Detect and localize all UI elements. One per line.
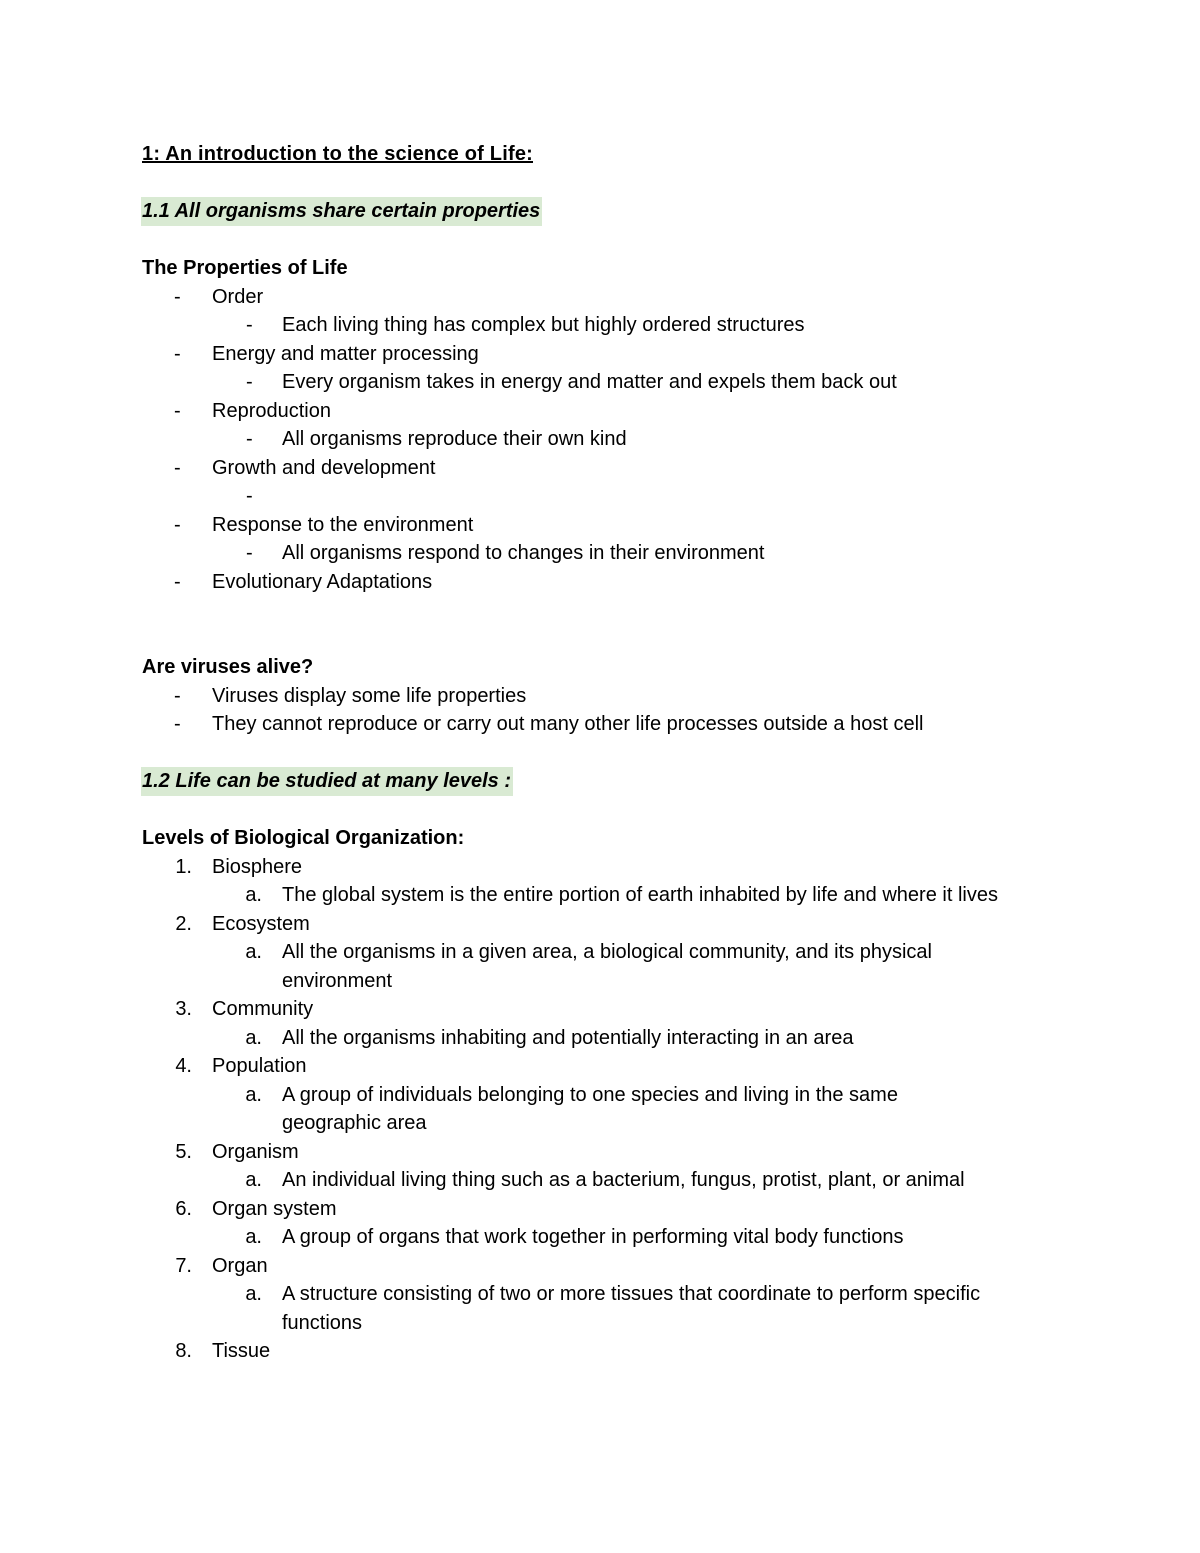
property-item bbox=[142, 283, 1142, 312]
list-marker: - bbox=[246, 314, 253, 336]
list-item-text: Tissue bbox=[212, 1340, 271, 1362]
level-detail-continuation bbox=[142, 1109, 1142, 1138]
section-1-2-line bbox=[142, 767, 1142, 796]
list-item-text: All organisms respond to changes in their environment bbox=[282, 542, 765, 564]
list-item-text: geographic area bbox=[282, 1112, 427, 1134]
list-marker: - bbox=[246, 542, 253, 564]
section-1-2-heading: 1.2 Life can be studied at many levels : bbox=[141, 767, 513, 796]
levels-heading: Levels of Biological Organization: bbox=[142, 827, 465, 849]
list-marker: - bbox=[174, 513, 181, 536]
list-marker: 3. bbox=[175, 998, 192, 1020]
list-item-text: Organism bbox=[212, 1140, 299, 1163]
list-marker: - bbox=[174, 456, 181, 479]
list-marker: - bbox=[246, 485, 253, 507]
list-marker: a. bbox=[245, 941, 262, 963]
list-marker: - bbox=[174, 713, 181, 735]
list-marker: - bbox=[174, 399, 181, 422]
level-item bbox=[142, 910, 1142, 939]
list-marker: 5. bbox=[175, 1140, 192, 1163]
list-marker: a. bbox=[245, 1083, 262, 1106]
list-item-text: Reproduction bbox=[212, 399, 331, 422]
list-marker: 7. bbox=[175, 1254, 192, 1277]
document-page bbox=[142, 140, 1142, 1366]
list-item-text: They cannot reproduce or carry out many other life processes outside a host cell bbox=[212, 713, 924, 735]
section-1-1-heading: 1.1 All organisms share certain properties bbox=[141, 197, 542, 226]
list-item-text: Ecosystem bbox=[212, 912, 310, 935]
property-detail bbox=[142, 311, 1142, 340]
list-item-text: A group of organs that work together in performing vital body functions bbox=[282, 1226, 904, 1248]
list-item-text: functions bbox=[282, 1311, 363, 1334]
level-detail bbox=[142, 1223, 1142, 1252]
section-1-1-line bbox=[142, 197, 1142, 226]
list-item-text: Organ system bbox=[212, 1197, 337, 1220]
list-item-text: Each living thing has complex but highly ordered structures bbox=[282, 314, 805, 336]
viruses-heading-line bbox=[142, 653, 1142, 682]
list-item-text: Viruses display some life properties bbox=[212, 684, 527, 707]
level-detail-continuation bbox=[142, 1309, 1142, 1338]
list-item-text: Order bbox=[212, 285, 264, 308]
list-item-text: Organ bbox=[212, 1254, 268, 1277]
level-detail-continuation bbox=[142, 967, 1142, 996]
level-detail bbox=[142, 938, 1142, 967]
levels-heading-line bbox=[142, 824, 1142, 853]
level-item bbox=[142, 1052, 1142, 1081]
property-item bbox=[142, 511, 1142, 540]
list-marker: - bbox=[174, 570, 181, 593]
property-detail bbox=[142, 482, 1142, 511]
property-detail bbox=[142, 425, 1142, 454]
list-marker: a. bbox=[245, 884, 262, 906]
level-detail bbox=[142, 881, 1142, 910]
list-marker: a. bbox=[245, 1283, 262, 1305]
list-marker: 2. bbox=[175, 912, 192, 935]
level-item bbox=[142, 1138, 1142, 1167]
list-item-text: An individual living thing such as a bacterium, fungus, protist, plant, or animal bbox=[282, 1169, 965, 1191]
list-marker: 6. bbox=[175, 1197, 192, 1220]
property-item bbox=[142, 397, 1142, 426]
list-marker: - bbox=[174, 684, 181, 707]
level-item bbox=[142, 1195, 1142, 1224]
list-item-text: Biosphere bbox=[212, 855, 303, 878]
property-detail bbox=[142, 539, 1142, 568]
list-marker: 4. bbox=[175, 1055, 192, 1077]
properties-list bbox=[142, 283, 1142, 597]
level-detail bbox=[142, 1024, 1142, 1053]
list-marker: a. bbox=[245, 1026, 262, 1049]
list-item-text: All the organisms in a given area, a biological community, and its physical bbox=[282, 941, 932, 963]
list-item-text: Growth and development bbox=[212, 456, 436, 479]
properties-heading-line bbox=[142, 254, 1142, 283]
level-item bbox=[142, 1252, 1142, 1281]
list-item-text: Every organism takes in energy and matter and expels them back out bbox=[282, 371, 897, 393]
level-detail bbox=[142, 1280, 1142, 1309]
level-item bbox=[142, 853, 1142, 882]
list-marker: - bbox=[246, 371, 253, 393]
list-marker: a. bbox=[245, 1226, 262, 1248]
level-detail bbox=[142, 1081, 1142, 1110]
virus-point bbox=[142, 710, 1142, 739]
viruses-heading: Are viruses alive? bbox=[142, 656, 314, 678]
property-item bbox=[142, 568, 1142, 597]
list-marker: - bbox=[174, 285, 181, 308]
list-item-text: environment bbox=[282, 969, 393, 992]
level-item bbox=[142, 995, 1142, 1024]
list-item-text: A structure consisting of two or more tissues that coordinate to perform specific bbox=[282, 1283, 981, 1305]
levels-list bbox=[142, 853, 1142, 1366]
list-item-text: Community bbox=[212, 998, 314, 1020]
list-marker: 1. bbox=[175, 855, 192, 878]
property-detail bbox=[142, 368, 1142, 397]
list-item-text: Response to the environment bbox=[212, 513, 474, 536]
viruses-list bbox=[142, 682, 1142, 739]
list-marker: - bbox=[174, 342, 181, 365]
virus-point bbox=[142, 682, 1142, 711]
list-item-text: All organisms reproduce their own kind bbox=[282, 428, 627, 450]
document-title-line bbox=[142, 140, 1142, 169]
list-marker: 8. bbox=[175, 1340, 192, 1362]
property-item bbox=[142, 340, 1142, 369]
level-detail bbox=[142, 1166, 1142, 1195]
list-marker: a. bbox=[245, 1169, 262, 1191]
property-item bbox=[142, 454, 1142, 483]
list-item-text: Evolutionary Adaptations bbox=[212, 570, 433, 593]
list-marker: - bbox=[246, 428, 253, 450]
list-item-text: The global system is the entire portion of earth inhabited by life and where it lives bbox=[282, 884, 998, 906]
properties-heading: The Properties of Life bbox=[142, 257, 348, 279]
list-item-text: A group of individuals belonging to one species and living in the same bbox=[282, 1083, 898, 1106]
level-item bbox=[142, 1337, 1142, 1366]
document-title: 1: An introduction to the science of Life: bbox=[142, 143, 533, 165]
list-item-text: Population bbox=[212, 1055, 307, 1077]
list-item-text: Energy and matter processing bbox=[212, 342, 479, 365]
list-item-text: All the organisms inhabiting and potentially interacting in an area bbox=[282, 1026, 854, 1049]
